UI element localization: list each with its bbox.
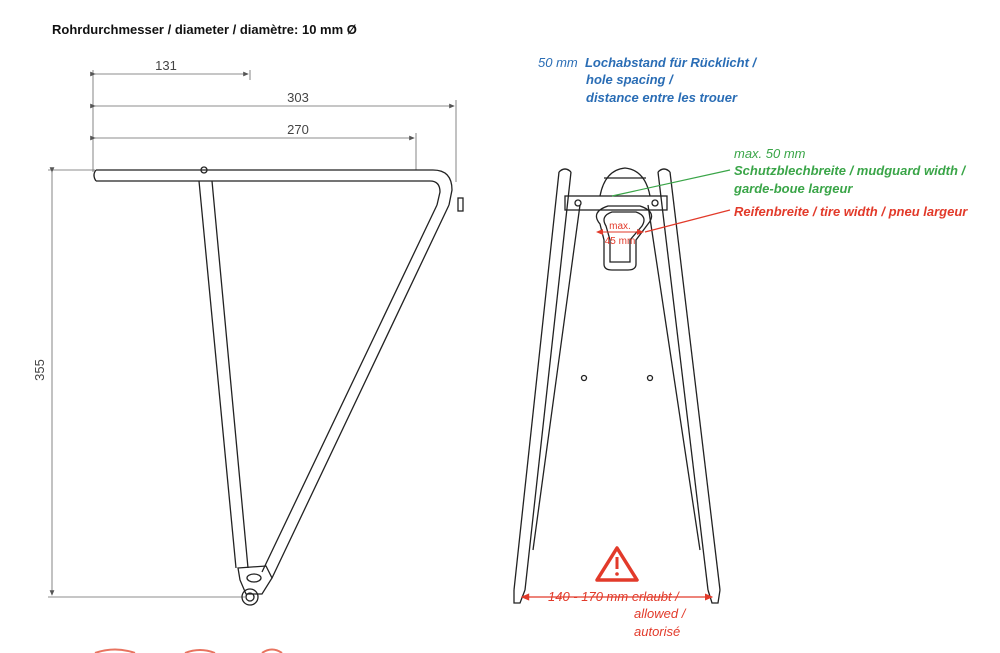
dim-131: 131	[155, 58, 177, 73]
mudguard-line2: garde-boue largeur	[734, 181, 853, 196]
tire-max-label: max.	[609, 221, 631, 232]
allowed-line2: allowed /	[634, 606, 686, 621]
mudguard-max-value: max. 50 mm	[734, 146, 806, 161]
front-view	[514, 168, 720, 603]
hole-spacing-line2: hole spacing /	[586, 72, 673, 87]
hole-spacing-line1: Lochabstand für Rücklicht /	[584, 55, 757, 70]
hole-spacing-value: 50 mm	[538, 55, 578, 70]
side-view	[48, 70, 463, 605]
dimension-lines	[48, 70, 456, 597]
mudguard-line1: Schutzblechbreite / mudguard width /	[734, 163, 966, 178]
hole-spacing-line3: distance entre les trouer	[586, 90, 737, 105]
allowed-line3: autorisé	[634, 624, 681, 639]
tire-max-value: 45 mm	[604, 236, 636, 247]
tire-width-label: Reifenbreite / tire width / pneu largeur	[734, 204, 968, 219]
dim-303: 303	[287, 90, 309, 105]
hole-spacing-note	[538, 55, 756, 71]
dim-270: 270	[287, 122, 309, 137]
bottom-partial-marks	[95, 650, 282, 653]
dim-355: 355	[32, 359, 47, 381]
allowed-line1: 140 - 170 mm erlaubt /	[548, 589, 679, 604]
warning-triangle-icon	[597, 548, 637, 580]
tire-pointer	[645, 210, 730, 232]
diameter-title: Rohrdurchmesser / diameter / diamètre: 10 mm Ø	[52, 22, 357, 37]
mudguard-pointer	[612, 170, 730, 196]
